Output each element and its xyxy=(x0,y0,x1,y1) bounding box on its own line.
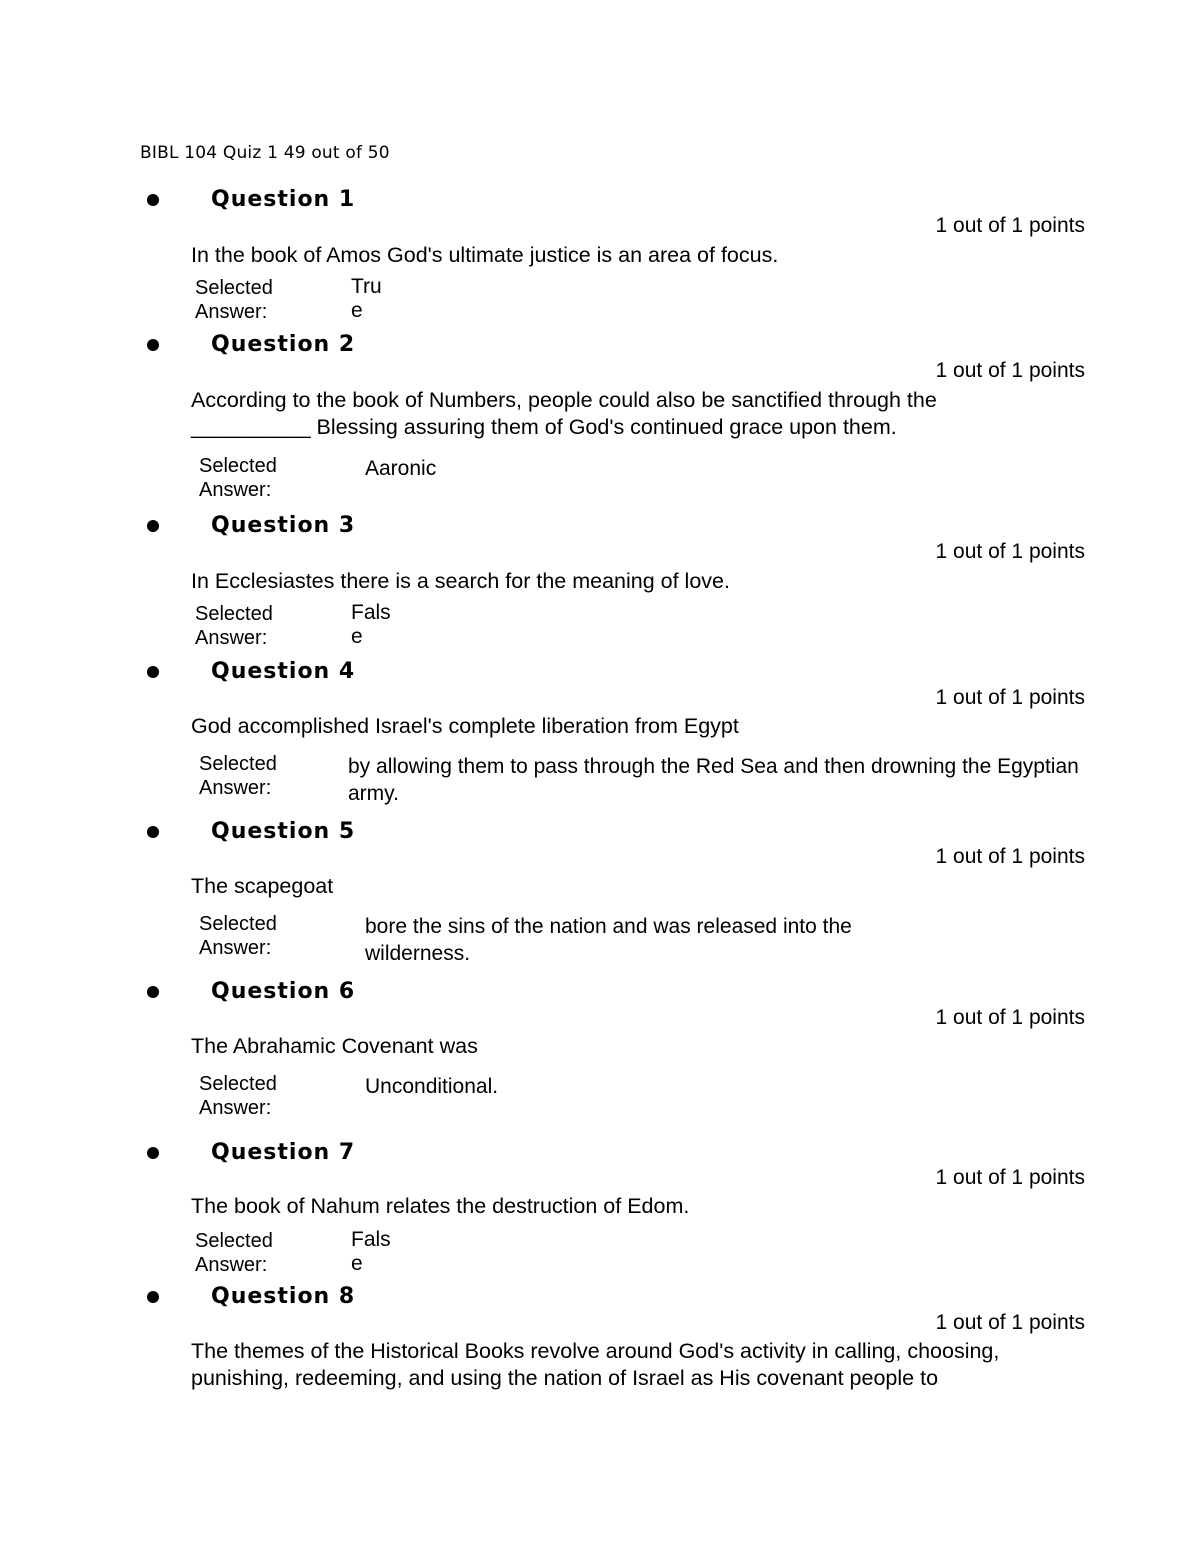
selected-answer-value: by allowing them to pass through the Red Sea and then drowning the Egyptian army. xyxy=(348,755,1079,805)
question-title: Question 1 xyxy=(211,187,356,212)
question-text: According to the book of Numbers, people could also be sanctified through the __________ Blessing assuring them of God's continued grace upon them. xyxy=(191,388,937,439)
points-score: 1 out of 1 points xyxy=(935,359,1085,382)
question-text: In the book of Amos God's ultimate justice is an area of focus. xyxy=(191,243,779,267)
bullet-icon xyxy=(147,520,159,532)
selected-answer-label: Selected Answer: xyxy=(199,1073,277,1119)
question-title: Question 5 xyxy=(211,819,356,844)
bullet-icon xyxy=(147,1291,159,1303)
question-title: Question 2 xyxy=(211,332,356,357)
selected-answer-value: False xyxy=(351,601,391,648)
question-text: The themes of the Historical Books revolve around God's activity in calling, choosing, punishing, redeeming, and using the nation of Israel as His covenant people to xyxy=(191,1339,1000,1390)
bullet-icon xyxy=(147,666,159,678)
bullet-icon xyxy=(147,339,159,351)
question-text: The scapegoat xyxy=(191,874,334,898)
selected-answer-label: Selected Answer: xyxy=(195,1230,273,1276)
points-score: 1 out of 1 points xyxy=(935,214,1085,237)
document-title: BIBL 104 Quiz 1 49 out of 50 xyxy=(140,143,390,163)
question-title: Question 8 xyxy=(211,1284,356,1309)
points-score: 1 out of 1 points xyxy=(935,686,1085,709)
selected-answer-label: Selected Answer: xyxy=(199,455,277,501)
points-score: 1 out of 1 points xyxy=(935,845,1085,868)
selected-answer-label: Selected Answer: xyxy=(199,753,277,799)
question-title: Question 7 xyxy=(211,1140,356,1165)
points-score: 1 out of 1 points xyxy=(935,540,1085,563)
points-score: 1 out of 1 points xyxy=(935,1311,1085,1334)
selected-answer-label: Selected Answer: xyxy=(199,913,277,959)
selected-answer-value: True xyxy=(351,275,382,322)
selected-answer-label: Selected Answer: xyxy=(195,277,273,323)
question-title: Question 4 xyxy=(211,659,356,684)
selected-answer-value: Aaronic xyxy=(365,457,437,480)
bullet-icon xyxy=(147,826,159,838)
bullet-icon xyxy=(147,194,159,206)
question-text: God accomplished Israel's complete liberation from Egypt xyxy=(191,714,739,738)
points-score: 1 out of 1 points xyxy=(935,1006,1085,1029)
points-score: 1 out of 1 points xyxy=(935,1166,1085,1189)
question-title: Question 3 xyxy=(211,513,356,538)
selected-answer-value: bore the sins of the nation and was released into the wilderness. xyxy=(365,915,852,965)
question-text: In Ecclesiastes there is a search for the meaning of love. xyxy=(191,569,730,593)
selected-answer-value: False xyxy=(351,1228,391,1275)
selected-answer-value: Unconditional. xyxy=(365,1075,499,1098)
bullet-icon xyxy=(147,1147,159,1159)
bullet-icon xyxy=(147,986,159,998)
question-text: The Abrahamic Covenant was xyxy=(191,1034,478,1058)
question-text: The book of Nahum relates the destruction of Edom. xyxy=(191,1194,690,1218)
selected-answer-label: Selected Answer: xyxy=(195,603,273,649)
question-title: Question 6 xyxy=(211,979,356,1004)
